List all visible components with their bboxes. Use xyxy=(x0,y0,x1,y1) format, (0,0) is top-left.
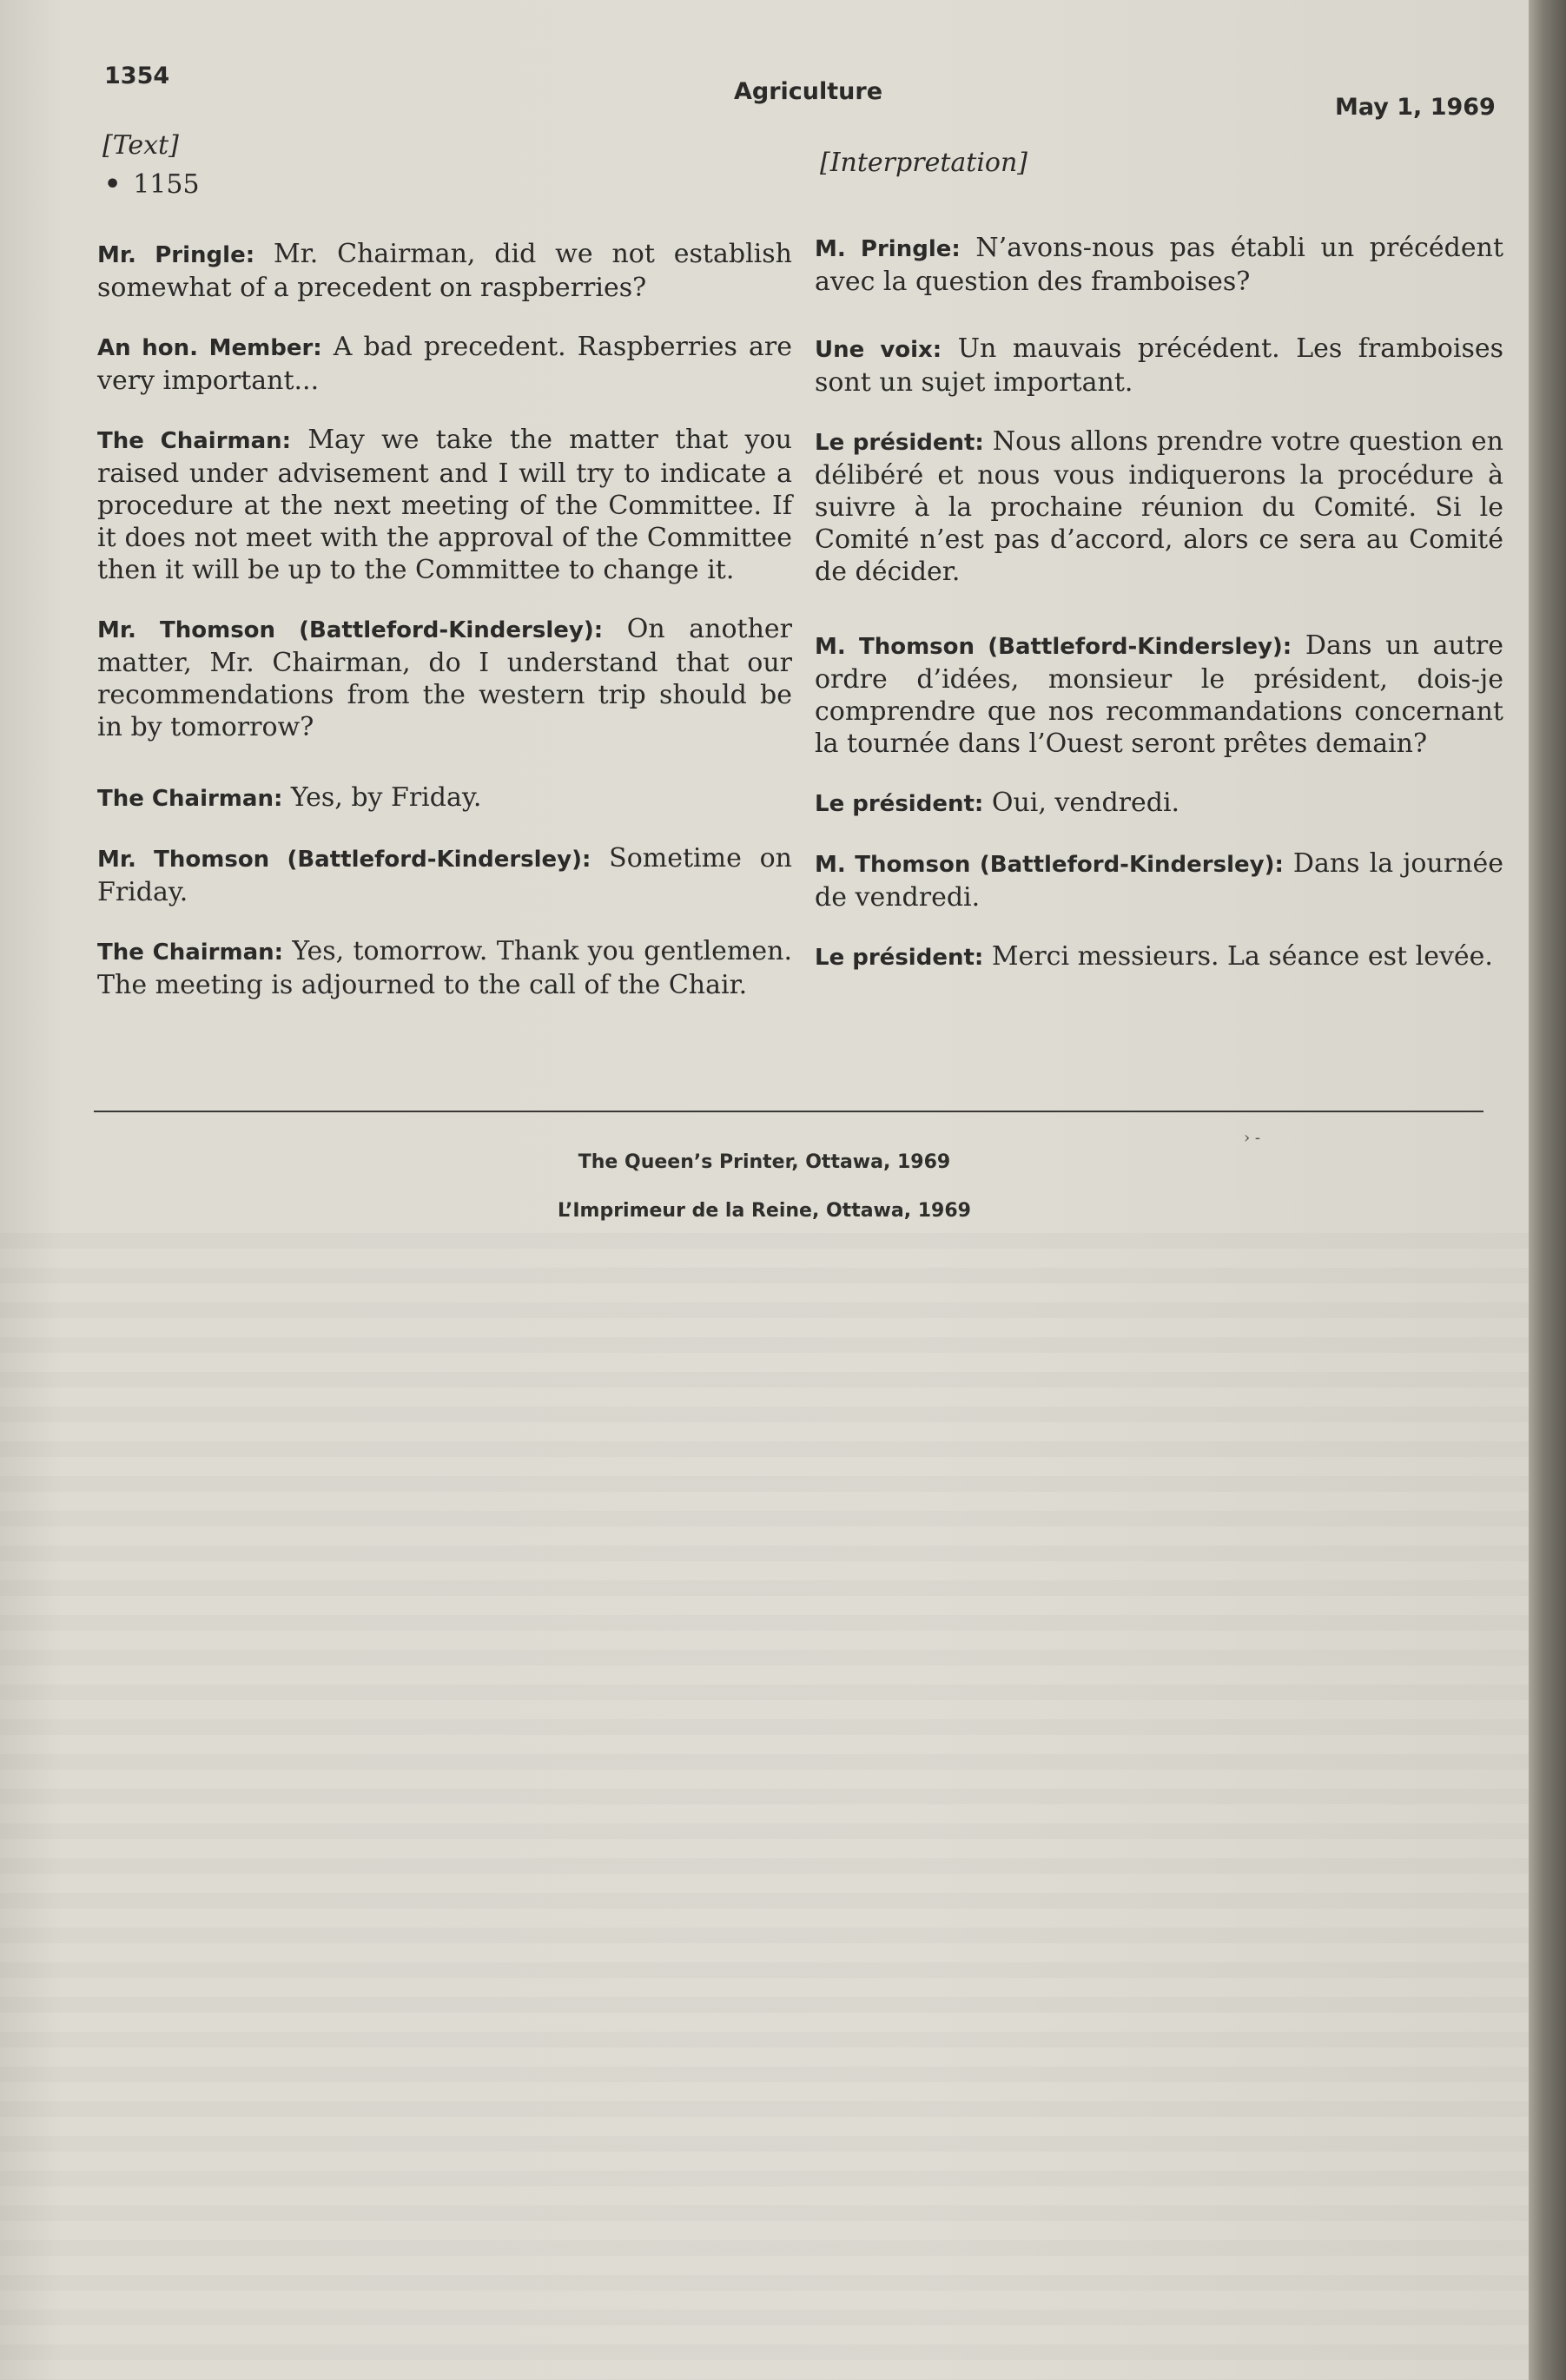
speech-text: Sometime on Friday. xyxy=(97,843,792,907)
speaker-name: The Chairman: xyxy=(97,786,283,812)
footer-mark: › - xyxy=(1244,1129,1261,1147)
speaker-name: Mr. Thomson (Battleford-Kindersley): xyxy=(97,617,604,643)
time-marker-number: 1155 xyxy=(133,169,200,200)
speaker-name: An hon. Member: xyxy=(97,335,322,361)
blank-page-area xyxy=(0,1233,1529,2380)
speech-text: N’avons-nous pas établi un précédent avec la question des framboises? xyxy=(815,233,1503,297)
english-paragraph xyxy=(97,613,792,743)
english-paragraph xyxy=(97,935,792,1001)
french-column-heading: [Interpretation] xyxy=(820,148,1028,178)
speaker-name: M. Thomson (Battleford-Kindersley): xyxy=(815,634,1292,660)
page-date: May 1, 1969 xyxy=(1335,94,1496,121)
speaker-name: Une voix: xyxy=(815,337,942,363)
french-paragraph xyxy=(815,940,1503,974)
section-title: Agriculture xyxy=(734,78,883,105)
time-marker xyxy=(104,169,792,200)
speech-text: Nous allons prendre votre question en délibéré et nous vous indiquerons la procédure à suivre à la prochaine réunion du Comité. Si le Comité n’est pas d’accord, alors ce sera au Comité de décider. xyxy=(815,426,1503,587)
english-column xyxy=(97,130,792,1028)
printer-imprint-english: The Queen’s Printer, Ottawa, 1969 xyxy=(578,1151,951,1173)
french-paragraph xyxy=(815,232,1503,298)
footer-divider xyxy=(94,1111,1483,1112)
speaker-name: The Chairman: xyxy=(97,428,292,454)
speech-text: Un mauvais précédent. Les framboises sont un sujet important. xyxy=(815,333,1503,398)
speaker-name: Mr. Pringle: xyxy=(97,242,255,268)
speech-text: Yes, tomorrow. Thank you gentlemen. The meeting is adjourned to the call of the Chair. xyxy=(97,936,792,1000)
book-spine xyxy=(1529,0,1566,2380)
speech-text: Oui, vendredi. xyxy=(991,788,1180,818)
speaker-name: Le président: xyxy=(815,791,984,817)
french-column xyxy=(815,148,1503,1001)
speaker-name: The Chairman: xyxy=(97,939,284,966)
speaker-name: Le président: xyxy=(815,430,984,456)
speech-text: May we take the matter that you raised under advisement and I will try to indicate a procedure at the next meeting of the Committee. If it does not meet with the approval of the Committee then it will be up to the Committee to change it. xyxy=(97,425,792,585)
english-paragraph xyxy=(97,781,792,815)
speaker-name: M. Thomson (Battleford-Kindersley): xyxy=(815,852,1284,878)
printer-imprint-french: L’Imprimeur de la Reine, Ottawa, 1969 xyxy=(558,1200,971,1222)
speaker-name: M. Pringle: xyxy=(815,236,961,262)
speech-text: On another matter, Mr. Chairman, do I understand that our recommendations from the western trip should be in by tomorrow? xyxy=(97,614,793,742)
english-paragraph xyxy=(97,238,792,304)
speech-text: Mr. Chairman, did we not establish somewhat of a precedent on raspberries? xyxy=(97,239,792,303)
speaker-name: Le président: xyxy=(815,945,984,971)
french-paragraph xyxy=(815,425,1503,588)
speech-text: A bad precedent. Raspberries are very important... xyxy=(97,332,792,396)
french-paragraph xyxy=(815,847,1503,913)
speech-text: Yes, by Friday. xyxy=(290,782,482,813)
french-paragraph xyxy=(815,787,1503,821)
english-column-heading: [Text] xyxy=(102,130,179,161)
english-paragraph xyxy=(97,842,792,908)
speech-text: Merci messieurs. La séance est levée. xyxy=(991,941,1493,972)
speech-text: Dans un autre ordre d’idées, monsieur le président, dois-je comprendre que nos recommandations concernant la tournée dans l’Ouest seront prêtes demain? xyxy=(815,630,1503,759)
page-number: 1354 xyxy=(104,63,170,89)
french-paragraph xyxy=(815,333,1503,399)
speaker-name: Mr. Thomson (Battleford-Kindersley): xyxy=(97,847,591,873)
bullet-icon: • xyxy=(104,169,122,200)
english-paragraph xyxy=(97,331,792,397)
speech-text: Dans la journée de vendredi. xyxy=(815,848,1503,913)
french-paragraph xyxy=(815,630,1503,760)
english-paragraph xyxy=(97,424,792,586)
